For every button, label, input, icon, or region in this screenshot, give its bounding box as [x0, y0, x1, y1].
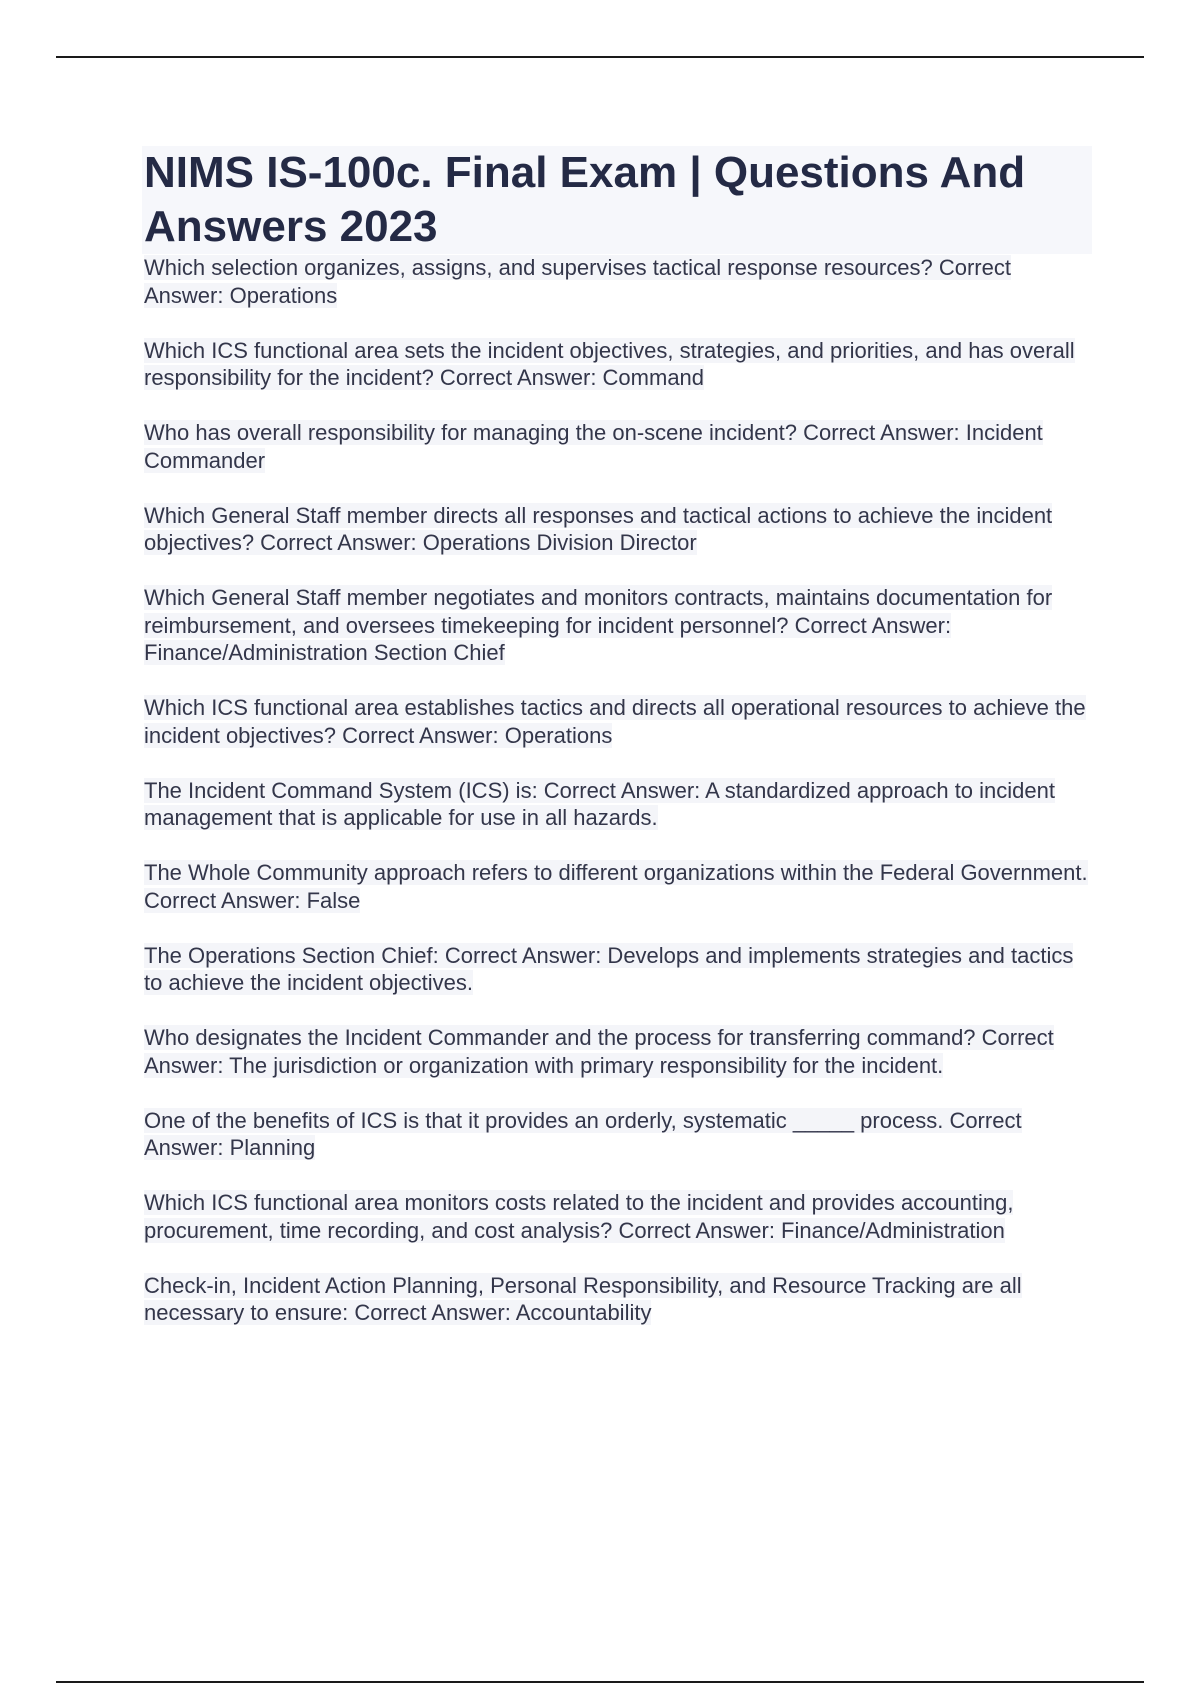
document-title: NIMS IS-100c. Final Exam | Questions And Answers 2023: [144, 148, 1026, 251]
qa-text: The Whole Community approach refers to different organizations within the Federal Government. Correct Answer: False: [144, 860, 1088, 913]
qa-text: One of the benefits of ICS is that it provides an orderly, systematic _____ process. Correct Answer: Planning: [144, 1107, 1022, 1160]
qa-item-3: [144, 419, 1092, 474]
document-body: [144, 146, 1092, 1354]
qa-text: Check-in, Incident Action Planning, Personal Responsibility, and Resource Tracking are all necessary to ensure: Correct Answer: Accountability: [144, 1272, 1022, 1325]
qa-item-6: [144, 694, 1092, 749]
qa-text: Who has overall responsibility for managing the on-scene incident? Correct Answer: Incident Commander: [144, 420, 1043, 473]
top-rule: [56, 56, 1144, 58]
qa-item-9: [144, 942, 1092, 997]
qa-text: Which ICS functional area establishes tactics and directs all operational resources to achieve the incident objectives? Correct Answer: Operations: [144, 695, 1086, 748]
qa-text: Which selection organizes, assigns, and supervises tactical response resources? Correct Answer: Operations: [144, 255, 1011, 308]
qa-text: The Operations Section Chief: Correct Answer: Develops and implements strategies and tactics to achieve the incident objectives.: [144, 942, 1074, 995]
qa-item-4: [144, 502, 1092, 557]
qa-item-12: [144, 1189, 1092, 1244]
qa-text: Who designates the Incident Commander and the process for transferring command? Correct Answer: The jurisdiction or organization with primary responsibility for the incident.: [144, 1025, 1054, 1078]
qa-text: The Incident Command System (ICS) is: Correct Answer: A standardized approach to incident management that is applicable for use in all hazards.: [144, 777, 1055, 830]
qa-list: [144, 254, 1092, 1327]
qa-item-1: [144, 254, 1092, 309]
bottom-rule: [56, 1681, 1144, 1683]
qa-item-7: [144, 777, 1092, 832]
qa-item-13: [144, 1272, 1092, 1327]
qa-item-10: [144, 1024, 1092, 1079]
qa-text: Which General Staff member negotiates and monitors contracts, maintains documentation for reimbursement, and oversees timekeeping for incident personnel? Correct Answer: Finance/Administration Section Chief: [144, 585, 1053, 665]
qa-text: Which ICS functional area sets the incident objectives, strategies, and priorities, and has overall responsibility for the incident? Correct Answer: Command: [144, 337, 1075, 390]
qa-text: Which General Staff member directs all responses and tactical actions to achieve the incident objectives? Correct Answer: Operations Division Director: [144, 502, 1053, 555]
qa-item-8: [144, 859, 1092, 914]
qa-text: Which ICS functional area monitors costs related to the incident and provides accounting, procurement, time recording, and cost analysis? Correct Answer: Finance/Administration: [144, 1190, 1014, 1243]
qa-item-2: [144, 337, 1092, 392]
qa-item-5: [144, 584, 1092, 667]
qa-item-11: [144, 1107, 1092, 1162]
title-block: [142, 146, 1092, 254]
